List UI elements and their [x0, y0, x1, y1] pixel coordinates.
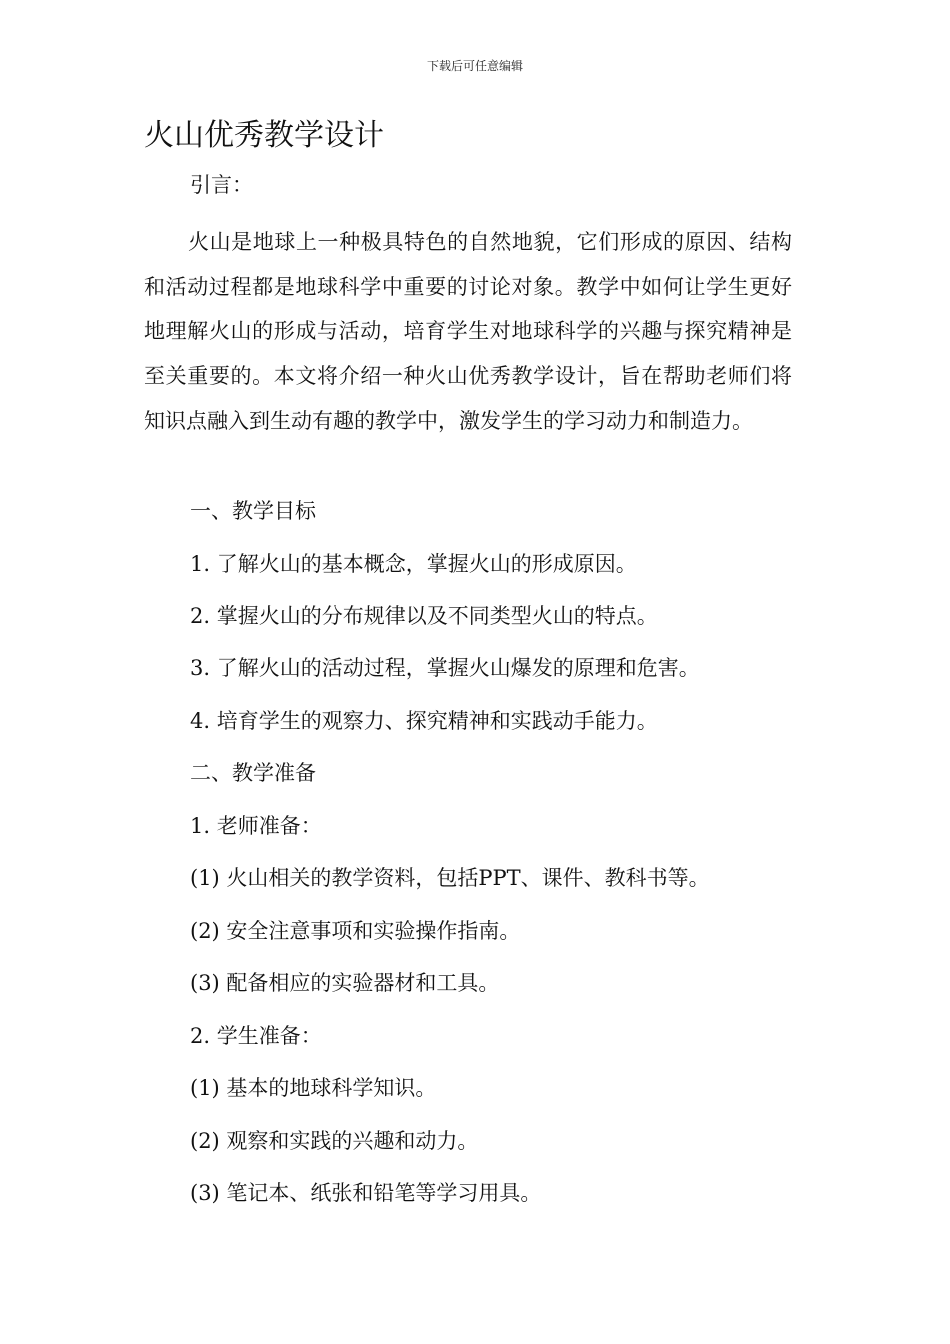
student-prep-item: (2) 观察和实践的兴趣和动力。	[190, 1129, 479, 1153]
student-prep-item: (3) 笔记本、纸张和铅笔等学习用具。	[190, 1181, 542, 1205]
section1-heading: 一、教学目标	[190, 499, 316, 523]
teacher-prep-label: 1. 老师准备：	[190, 814, 322, 838]
intro-paragraph: 火山是地球上一种极具特色的自然地貌，它们形成的原因、结构和活动过程都是地球科学中重要的讨论对象。教学中如何让学生更好地理解火山的形成与活动，培育学生对地球科学的兴趣与探究精神是至关重要的。本文将介绍一种火山优秀教学设计，旨在帮助老师们将知识点融入到生动有趣的教学中，激发学生的学习动力和制造力。	[144, 230, 792, 433]
section2-heading: 二、教学准备	[190, 761, 316, 785]
objective-item: 3. 了解火山的活动过程，掌握火山爆发的原理和危害。	[190, 656, 700, 680]
objective-item: 4. 培育学生的观察力、探究精神和实践动手能力。	[190, 709, 658, 733]
teacher-prep-item: (1) 火山相关的教学资料，包括PPT、课件、教科书等。	[190, 866, 710, 890]
intro-label: 引言：	[190, 173, 253, 197]
header-note: 下载后可任意编辑	[426, 59, 523, 73]
student-prep-item: (1) 基本的地球科学知识。	[190, 1076, 437, 1100]
student-prep-label: 2. 学生准备：	[190, 1024, 322, 1048]
teacher-prep-item: (3) 配备相应的实验器材和工具。	[190, 971, 500, 995]
objective-item: 1. 了解火山的基本概念，掌握火山的形成原因。	[190, 552, 637, 576]
objective-item: 2. 掌握火山的分布规律以及不同类型火山的特点。	[190, 604, 658, 628]
teacher-prep-item: (2) 安全注意事项和实验操作指南。	[190, 919, 521, 943]
document-title: 火山优秀教学设计	[144, 118, 384, 153]
